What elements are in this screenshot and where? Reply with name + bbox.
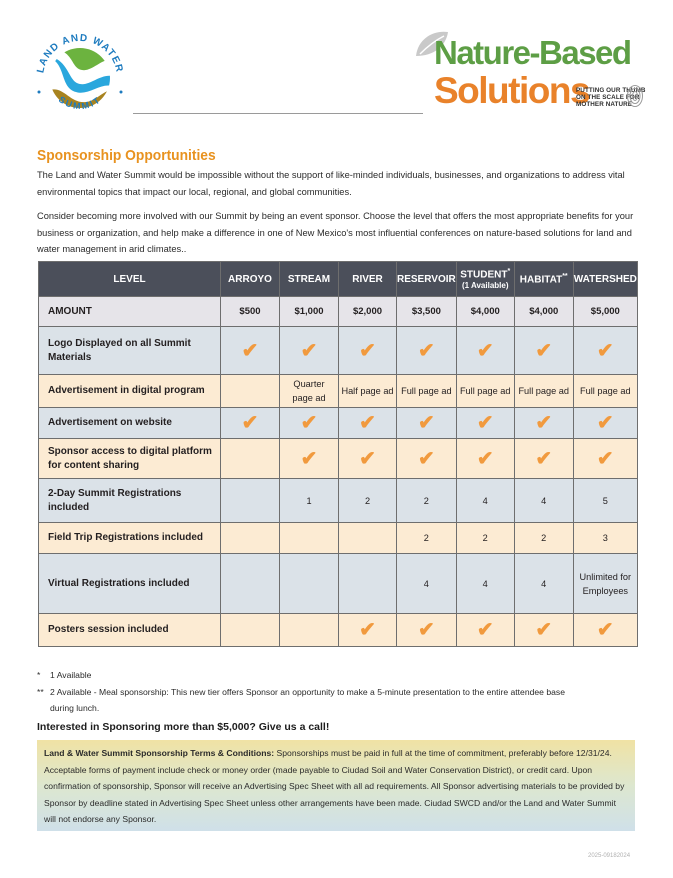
benefit-cell: Unlimited for Employees: [573, 554, 637, 614]
checkmark-icon: ✔: [417, 339, 435, 362]
benefit-label: 2-Day Summit Registrations included: [39, 479, 221, 523]
checkmark-icon: ✔: [359, 339, 376, 362]
check-cell: [514, 327, 573, 375]
check-cell: [397, 614, 457, 647]
table-row: [39, 439, 638, 479]
checkmark-icon: ✔: [535, 412, 553, 434]
header-level-1: [280, 262, 339, 297]
check-cell: [397, 327, 457, 375]
amount-cell: $4,000: [456, 297, 514, 327]
checkmark-icon: ✔: [417, 619, 435, 641]
benefit-cell: 3: [573, 523, 637, 554]
check-cell: [514, 408, 573, 439]
header-level-3: [397, 262, 457, 297]
intro-paragraph-1: The Land and Water Summit would be impossible without the support of like-minded individuals, businesses, and organizations to address vital environmental topics that impact our local, regional, and global communities.: [37, 170, 625, 197]
benefit-cell: [221, 614, 280, 647]
checkmark-icon: ✔: [300, 447, 318, 470]
level-footnote-mark: **: [562, 272, 568, 280]
footnote-2: [37, 684, 637, 716]
benefit-cell: 2: [339, 479, 397, 523]
thumbprint-icon: [626, 84, 644, 108]
amount-cell: $4,000: [514, 297, 573, 327]
benefit-cell: Full page ad: [514, 375, 573, 408]
checkmark-icon: ✔: [596, 339, 614, 362]
benefit-cell: 2: [397, 523, 457, 554]
benefit-cell: Full page ad: [397, 375, 457, 408]
table-row: [39, 523, 638, 554]
checkmark-icon: ✔: [241, 339, 259, 362]
amount-cell: $500: [221, 297, 280, 327]
check-cell: [514, 614, 573, 647]
checkmark-icon: ✔: [476, 619, 494, 641]
table-header-row: [39, 262, 638, 297]
check-cell: [397, 408, 457, 439]
check-cell: [573, 614, 637, 647]
logo-tagline-1: PUTTING OUR THUMB: [576, 87, 646, 94]
checkmark-icon: ✔: [596, 447, 614, 470]
nature-based-solutions-logo: [412, 26, 644, 122]
benefit-label: Advertisement on website: [39, 408, 221, 439]
check-cell: [573, 327, 637, 375]
header-level-0: [221, 262, 280, 297]
check-cell: [456, 408, 514, 439]
amount-cell: $1,000: [280, 297, 339, 327]
check-cell: [339, 327, 397, 375]
table-row: [39, 554, 638, 614]
benefit-cell: Full page ad: [456, 375, 514, 408]
level-name: ARROYO: [228, 273, 272, 285]
benefit-cell: Full page ad: [573, 375, 637, 408]
logo-ring-text-top: LAND AND WATER: [35, 32, 125, 75]
land-and-water-summit-logo: [30, 28, 130, 128]
check-cell: [514, 439, 573, 479]
terms-body: Sponsorships must be paid in full at the time of commitment, preferably before 12/31/24. Acceptable forms of payment include check or money order (made payable to Ciudad Soil and Water Conservation District), or credit card. Upon confirmation of sponsorship, Sponsor will receive an Advertising Spec Sheet with all ad requirements. All Sponsor advertising materials to be provided by Sponsor by deadline stated in Advertising Spec Sheet unless other arrangements have been made. Ciudad SWCD and/or the Land and Water Summit will not endorse any Sponsor.: [44, 748, 625, 824]
level-name: WATERSHED: [573, 273, 637, 285]
check-cell: [280, 408, 339, 439]
check-cell: [397, 439, 457, 479]
call-to-action: Interested in Sponsoring more than $5,000? Give us a call!: [37, 721, 330, 733]
table-row: [39, 408, 638, 439]
logo-tagline-3: MOTHER NATURE: [576, 101, 633, 108]
benefit-cell: 4: [397, 554, 457, 614]
benefit-cell: [339, 554, 397, 614]
check-cell: [573, 439, 637, 479]
table-row: [39, 479, 638, 523]
header-level-4: [456, 262, 514, 297]
checkmark-icon: ✔: [359, 447, 376, 470]
amount-row: [39, 297, 638, 327]
header-level-6: [573, 262, 637, 297]
check-cell: [280, 327, 339, 375]
table-row: [39, 375, 638, 408]
amount-cell: $2,000: [339, 297, 397, 327]
check-cell: [339, 408, 397, 439]
benefit-cell: 2: [397, 479, 457, 523]
checkmark-icon: ✔: [476, 339, 494, 362]
checkmark-icon: ✔: [417, 447, 435, 470]
level-name: STREAM: [287, 273, 331, 285]
benefit-cell: [339, 523, 397, 554]
benefit-label: Logo Displayed on all Summit Materials: [39, 327, 221, 375]
terms-box: [37, 740, 635, 831]
checkmark-icon: ✔: [535, 339, 553, 362]
land-water-summit-emblem: [30, 28, 130, 128]
benefit-cell: [280, 554, 339, 614]
logo-title-line1: Nature-Based: [434, 34, 631, 71]
level-availability: (1 Available): [461, 280, 509, 290]
logo-ring-text-bottom: SUMMIT: [56, 94, 104, 112]
benefit-cell: 4: [456, 479, 514, 523]
benefit-cell: [221, 439, 280, 479]
benefit-cell: [221, 523, 280, 554]
table-row: [39, 614, 638, 647]
level-name: RESERVOIR: [397, 273, 456, 285]
footnote-1: [37, 667, 91, 683]
header-level-5: [514, 262, 573, 297]
benefit-label: Virtual Registrations included: [39, 554, 221, 614]
check-cell: [456, 327, 514, 375]
level-name: HABITAT: [519, 274, 563, 286]
benefit-cell: 2: [514, 523, 573, 554]
footnote-2-continuation: during lunch.: [50, 703, 100, 713]
benefit-cell: 1: [280, 479, 339, 523]
checkmark-icon: ✔: [535, 619, 553, 641]
benefit-cell: Half page ad: [339, 375, 397, 408]
level-name: STUDENT: [460, 269, 508, 281]
checkmark-icon: ✔: [300, 412, 318, 434]
check-cell: [280, 439, 339, 479]
checkmark-icon: ✔: [417, 412, 435, 434]
benefit-cell: [221, 554, 280, 614]
intro-paragraph-2: Consider becoming more involved with our Summit by being an event sponsor. Choose the level that offers the most appropriate benefits for your business or organization, and help make a difference in one of New Mexico's most influential conferences on nature-based solutions for land and water management in arid climates..: [37, 211, 634, 254]
amount-label: AMOUNT: [39, 297, 221, 327]
benefit-label: Field Trip Registrations included: [39, 523, 221, 554]
benefit-label: Sponsor access to digital platform for content sharing: [39, 439, 221, 479]
check-cell: [339, 614, 397, 647]
benefit-cell: 5: [573, 479, 637, 523]
amount-cell: $5,000: [573, 297, 637, 327]
check-cell: [456, 614, 514, 647]
footnote-1-mark: *: [37, 670, 41, 680]
page-title: Sponsorship Opportunities: [37, 147, 216, 164]
checkmark-icon: ✔: [359, 619, 376, 641]
benefit-cell: [221, 375, 280, 408]
benefit-cell: [221, 479, 280, 523]
benefit-cell: 4: [514, 479, 573, 523]
benefit-cell: 2: [456, 523, 514, 554]
benefit-label: Advertisement in digital program: [39, 375, 221, 408]
check-cell: [221, 408, 280, 439]
checkmark-icon: ✔: [596, 412, 614, 434]
logo-title-line2: Solutions: [434, 70, 590, 111]
footnote-2-mark: **: [37, 687, 44, 697]
benefit-cell: 4: [514, 554, 573, 614]
checkmark-icon: ✔: [359, 412, 376, 434]
check-cell: [339, 439, 397, 479]
header-level: LEVEL: [39, 262, 221, 297]
logo-tagline-2: ON THE SCALE FOR: [576, 94, 640, 101]
amount-cell: $3,500: [397, 297, 457, 327]
benefit-cell: [280, 614, 339, 647]
check-cell: [221, 327, 280, 375]
level-name: RIVER: [352, 273, 383, 285]
header-divider: [133, 113, 423, 114]
checkmark-icon: ✔: [476, 447, 494, 470]
benefit-cell: [280, 523, 339, 554]
footnote-2-text: 2 Available - Meal sponsorship: This new tier offers Sponsor an opportunity to make a 5-minute presentation to the entire attendee base: [50, 687, 565, 697]
checkmark-icon: ✔: [535, 447, 553, 470]
check-cell: [456, 439, 514, 479]
terms-title: Land & Water Summit Sponsorship Terms & Conditions:: [44, 748, 275, 758]
checkmark-icon: ✔: [241, 412, 259, 434]
benefit-cell: 4: [456, 554, 514, 614]
table-row: [39, 327, 638, 375]
document-id: 2025-09182024: [588, 853, 631, 859]
check-cell: [573, 408, 637, 439]
level-footnote-mark: *: [507, 268, 511, 276]
footnote-1-text: 1 Available: [50, 670, 92, 680]
checkmark-icon: ✔: [596, 619, 614, 641]
benefit-cell: Quarter page ad: [280, 375, 339, 408]
header-level-2: [339, 262, 397, 297]
benefit-label: Posters session included: [39, 614, 221, 647]
checkmark-icon: ✔: [476, 412, 494, 434]
sponsorship-table: [38, 261, 638, 647]
checkmark-icon: ✔: [300, 339, 318, 362]
